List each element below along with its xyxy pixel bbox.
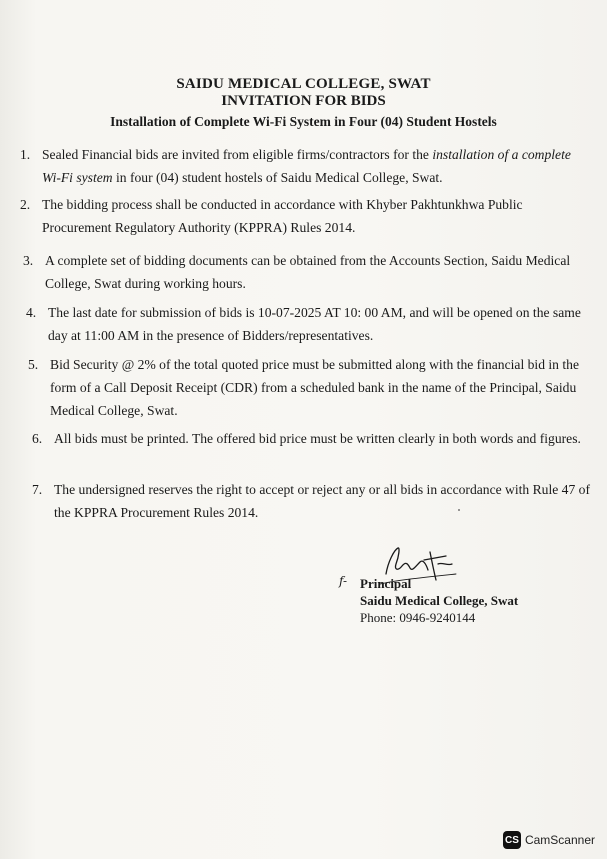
list-item bbox=[20, 143, 590, 189]
list-item bbox=[26, 301, 590, 347]
item-text bbox=[42, 143, 590, 189]
list-item bbox=[32, 478, 590, 524]
institution-heading: SAIDU MEDICAL COLLEGE, SWAT bbox=[176, 76, 431, 92]
item-number: 1. bbox=[20, 147, 31, 162]
item-text-part: Sealed Financial bids are invited from eligible firms/contractors for the bbox=[42, 147, 433, 162]
item-text-part: in four (04) student hostels of Saidu Medical College, Swat. bbox=[112, 170, 443, 185]
list-item bbox=[23, 249, 590, 295]
item-text: The bidding process shall be conducted in accordance with Khyber Pakhtunkhwa Public Procurement Regulatory Authority (KPPRA) Rules 2014. bbox=[42, 197, 523, 235]
signatory-college: Saidu Medical College, Swat bbox=[360, 593, 519, 608]
item-number: 2. bbox=[20, 197, 31, 212]
item-text: The undersigned reserves the right to accept or reject any or all bids in accordance with Rule 47 of the KPPRA Procurement Rules 2014. bbox=[54, 482, 590, 520]
subject-heading: Installation of Complete Wi-Fi System in Four (04) Student Hostels bbox=[110, 114, 497, 129]
signatory-role: Principal bbox=[360, 576, 412, 591]
item-text: A complete set of bidding documents can be obtained from the Accounts Section, Saidu Medical College, Swat during working hours. bbox=[45, 253, 571, 291]
list-item bbox=[20, 193, 590, 239]
item-number: 6. bbox=[32, 431, 43, 446]
item-number: 4. bbox=[26, 305, 37, 320]
camscanner-watermark bbox=[503, 831, 595, 849]
item-emphasis: installation of a complete Wi-Fi system bbox=[42, 147, 571, 185]
item-number: 7. bbox=[32, 482, 43, 497]
list-item bbox=[32, 427, 590, 450]
signature-block bbox=[360, 575, 518, 626]
camscanner-label: CamScanner bbox=[524, 833, 595, 847]
item-number: 3. bbox=[23, 253, 34, 268]
item-text: All bids must be printed. The offered bid price must be written clearly in both words and figures. bbox=[54, 431, 581, 446]
signatory-phone: Phone: 0946-9240144 bbox=[360, 610, 476, 625]
item-text: The last date for submission of bids is 10-07-2025 AT 10: 00 AM, and will be opened on the same day at 11:00 AM in the presence of Bidders/representatives. bbox=[48, 305, 581, 343]
list-item bbox=[28, 353, 590, 422]
notice-type-heading: INVITATION FOR BIDS bbox=[221, 93, 386, 109]
on-behalf-mark: f- bbox=[339, 574, 348, 588]
camscanner-logo-icon: CS bbox=[503, 831, 521, 849]
item-number: 5. bbox=[28, 357, 39, 372]
item-text: Bid Security @ 2% of the total quoted price must be submitted along with the financial bid in the form of a Call Deposit Receipt (CDR) from a scheduled bank in the name of the Principal, Saidu Medical College, Swat. bbox=[50, 357, 579, 418]
speck-mark bbox=[458, 509, 460, 511]
